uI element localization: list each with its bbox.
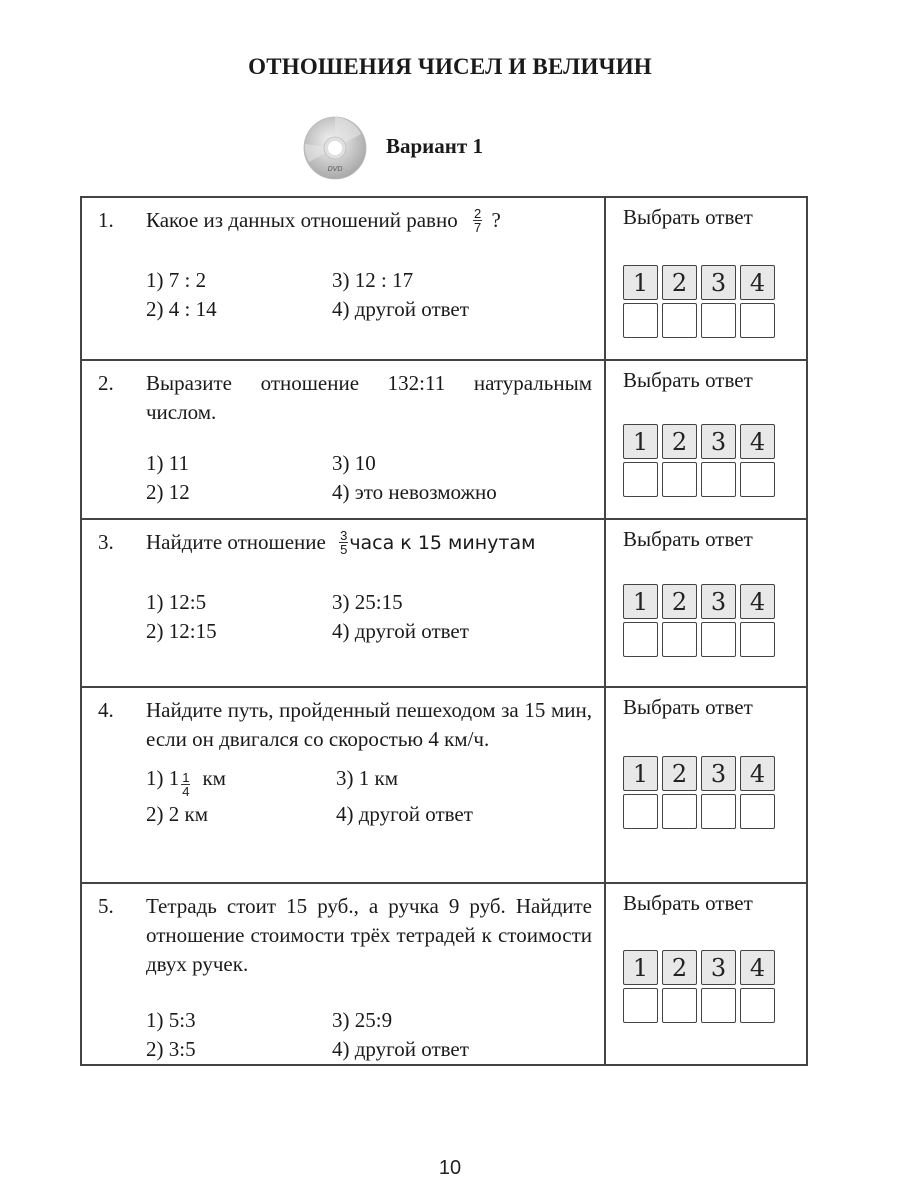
question-number: 5. [98,894,114,918]
answer-checkbox-1[interactable] [623,303,658,338]
option: 2) 12:15 [146,619,217,643]
dvd-disc-icon [303,116,367,180]
fraction [339,529,348,556]
fraction-numerator: 2 [473,205,482,221]
option: 4) это невозможно [332,480,497,504]
question-text: Найдите путь, пройденный пешеходом за 15 мин, если он двигался со скоростью 4 км/ч. [146,698,592,751]
fraction-numerator: 1 [182,769,190,785]
fraction-denominator: 5 [340,541,348,557]
choice-label: 2 [662,584,697,619]
answer-grid [623,950,806,1023]
choice-label: 4 [740,950,775,985]
option: 4) другой ответ [332,619,469,643]
answer-grid [623,265,806,338]
answer-checkbox-1[interactable] [623,988,658,1023]
option: 4) другой ответ [336,802,473,826]
answer-checkbox-4[interactable] [740,462,775,497]
choice-label: 1 [623,424,658,459]
choice-label: 1 [623,584,658,619]
choice-label: 2 [662,950,697,985]
option: 3) 25:9 [332,1008,393,1032]
answer-checkbox-4[interactable] [740,988,775,1023]
question-cell [81,197,605,360]
option: 3) 1 км [336,766,398,790]
option: 2) 12 [146,480,190,504]
answer-checkbox-4[interactable] [740,622,775,657]
option: 2) 4 : 14 [146,296,217,321]
question-text: Выразите отношение 132:11 натуральным числом. [146,371,592,424]
choice-label: 4 [740,424,775,459]
choice-label: 3 [701,265,736,300]
answer-checkbox-1[interactable] [623,794,658,829]
answer-checkbox-3[interactable] [701,988,736,1023]
choice-label: 2 [662,424,697,459]
fraction-denominator: 4 [182,783,190,799]
answer-cell [605,687,807,883]
answer-checkbox-2[interactable] [662,794,697,829]
answer-checkbox-2[interactable] [662,462,697,497]
option: 4) другой ответ [332,296,469,321]
option: 3) 10 [332,451,376,475]
answer-checkbox-3[interactable] [701,462,736,497]
choice-label: 2 [662,265,697,300]
answer-checkbox-3[interactable] [701,303,736,338]
question-text-part: Найдите отношение [146,530,326,554]
choice-label: 3 [701,584,736,619]
page-number: 10 [438,1157,462,1179]
question-text [146,528,592,558]
answer-checkbox-2[interactable] [662,988,697,1023]
answer-label: Выбрать ответ [623,527,753,551]
choice-label: 1 [623,950,658,985]
choice-label: 1 [623,265,658,300]
option: 1) 11 [146,451,189,475]
answer-checkbox-4[interactable] [740,303,775,338]
answer-options [146,764,592,829]
question-row [81,519,807,687]
answer-cell [605,519,807,687]
question-text-part: Какое из данных отношений равно [146,208,458,232]
choice-label: 4 [740,584,775,619]
fraction [181,771,190,798]
answer-checkbox-2[interactable] [662,622,697,657]
option: 4) другой ответ [332,1037,469,1061]
answer-label: Выбрать ответ [623,695,753,719]
answer-options [146,266,592,324]
choice-label: 3 [701,756,736,791]
fraction [473,207,482,234]
question-text [146,206,592,236]
choice-label: 4 [740,756,775,791]
variant-label: Вариант 1 [386,133,483,158]
question-text-part: ? [491,208,501,232]
question-number: 1. [98,208,114,232]
answer-checkbox-3[interactable] [701,794,736,829]
answer-checkbox-3[interactable] [701,622,736,657]
option: 2) 2 км [146,802,208,826]
answer-cell [605,883,807,1065]
answer-grid [623,424,806,497]
choice-label: 3 [701,424,736,459]
answer-options [146,449,592,507]
question-text: Тетрадь стоит 15 руб., а ручка 9 руб. Найдите отношение стоимости трёх тетрадей к стоимости двух ручек. [146,894,592,976]
option-prefix: 1) 1 [146,766,180,790]
question-cell [81,519,605,687]
dvd-label: DVD [327,166,343,173]
answer-grid [623,756,806,829]
fraction-numerator: 3 [340,527,348,543]
question-row [81,197,807,360]
option-suffix: км [202,766,226,790]
question-row [81,360,807,519]
question-cell [81,687,605,883]
answer-options [146,588,592,646]
answer-cell [605,360,807,519]
question-number: 2. [98,371,114,395]
choice-label: 1 [623,756,658,791]
choice-label: 2 [662,756,697,791]
choice-label: 4 [740,265,775,300]
answer-checkbox-2[interactable] [662,303,697,338]
question-number: 3. [98,530,114,554]
option: 1) 12:5 [146,590,207,614]
option: 1) 5:3 [146,1008,196,1032]
answer-label: Выбрать ответ [623,205,753,229]
answer-checkbox-4[interactable] [740,794,775,829]
answer-label: Выбрать ответ [623,891,753,915]
question-cell [81,360,605,519]
option: 2) 3:5 [146,1037,196,1061]
option: 3) 25:15 [332,590,403,614]
option: 1) 7 : 2 [146,267,207,292]
answer-cell [605,197,807,360]
answer-grid [623,584,806,657]
answer-checkbox-1[interactable] [623,462,658,497]
page-title: ОТНОШЕНИЯ ЧИСЕЛ И ВЕЛИЧИН [248,54,652,79]
option: 3) 12 : 17 [332,267,414,292]
answer-label: Выбрать ответ [623,368,753,392]
choice-label: 3 [701,950,736,985]
question-row [81,883,807,1065]
question-row [81,687,807,883]
variant-header [303,116,483,180]
test-table [80,196,808,1066]
question-cell [81,883,605,1065]
answer-options [146,1006,592,1064]
fraction-denominator: 7 [473,219,482,235]
option [146,764,336,800]
question-number: 4. [98,698,114,722]
question-text-part: часа к 15 минутам [349,532,536,554]
answer-checkbox-1[interactable] [623,622,658,657]
